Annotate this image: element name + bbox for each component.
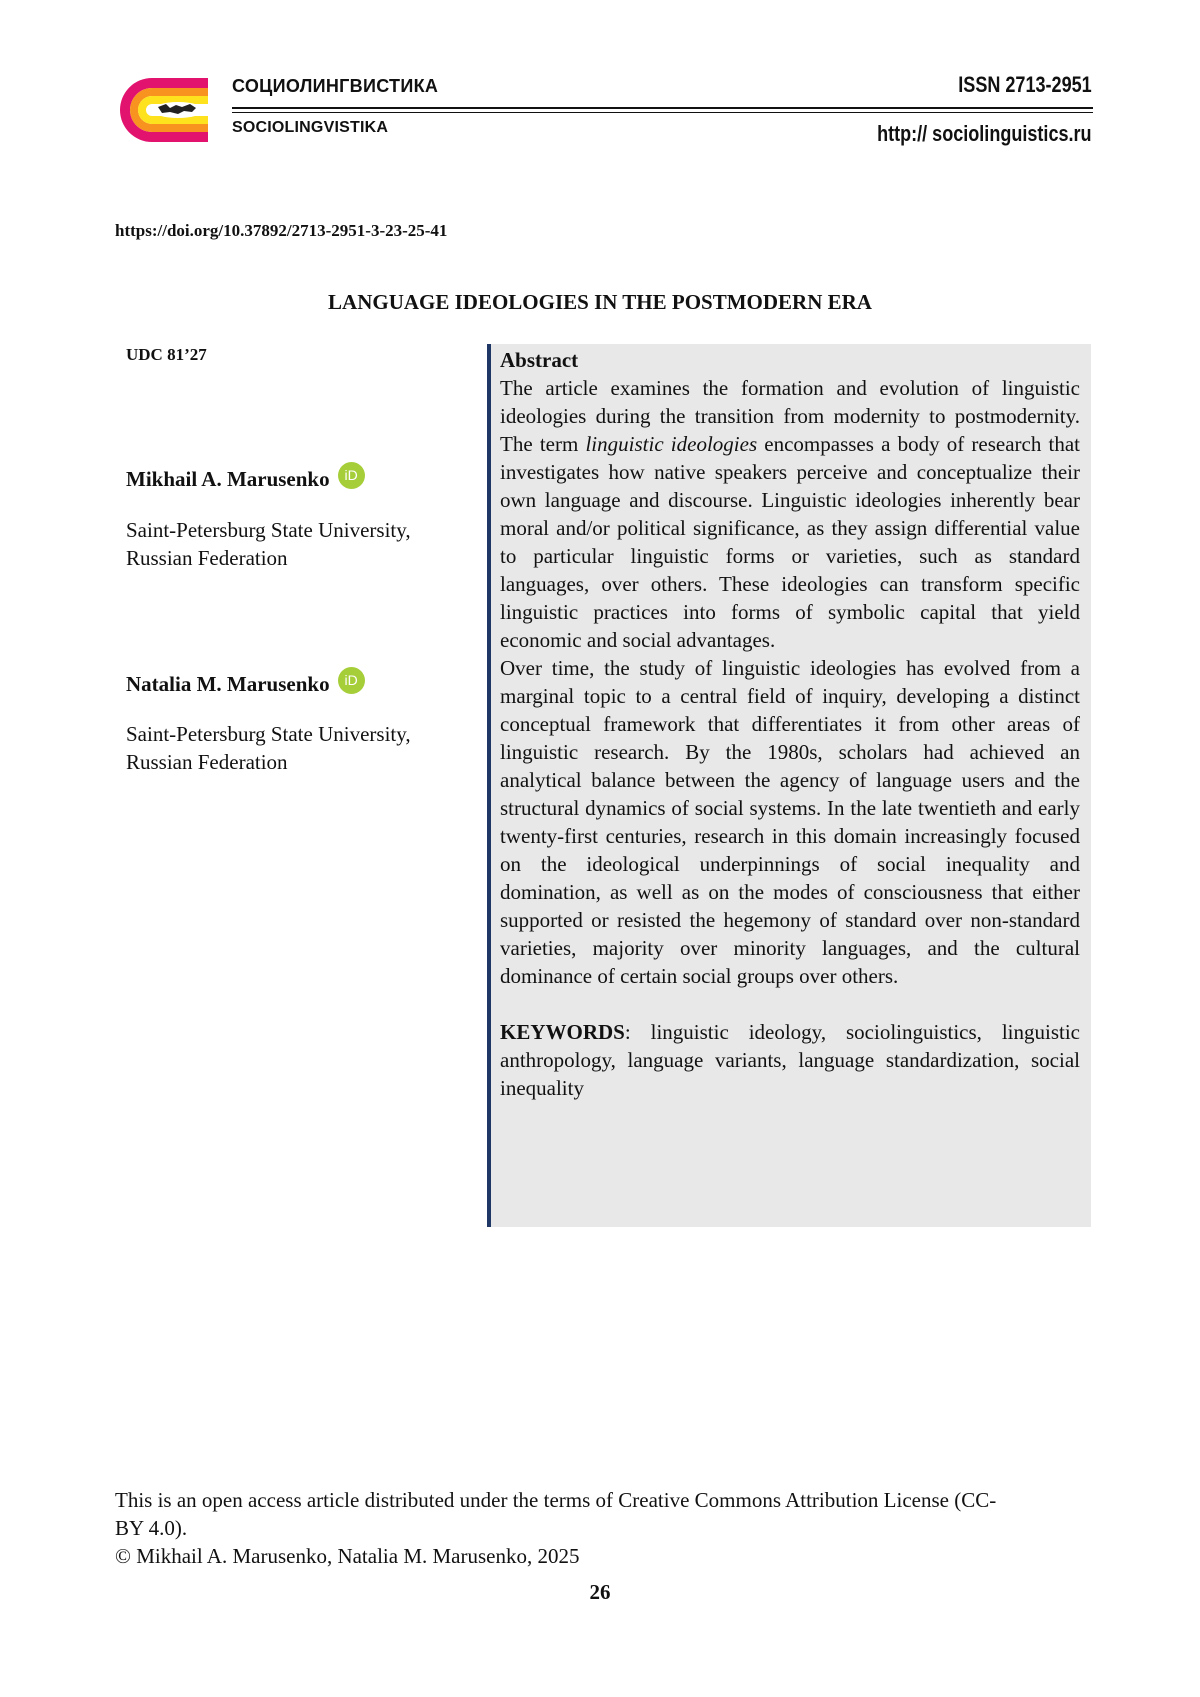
- author-affiliation: [126, 516, 411, 572]
- header-rule: [232, 107, 1093, 109]
- orcid-icon[interactable]: iD: [338, 667, 365, 694]
- author-name-text: Natalia M. Marusenko: [126, 672, 330, 696]
- author-affiliation: [126, 720, 411, 776]
- journal-name-en: SOCIOLINGVISTIKA: [232, 119, 389, 136]
- copyright-notice: © Mikhail A. Marusenko, Natalia M. Marusenko, 2025: [115, 1544, 580, 1568]
- author-name: [126, 462, 365, 492]
- abstract-paragraph: [500, 374, 1080, 654]
- abstract-paragraph: Over time, the study of linguistic ideologies has evolved from a marginal topic to a central field of inquiry, developing a distinct conceptual framework that differentiates it from other areas of linguistic research. By the 1980s, scholars had achieved an analytical balance between the agency of language users and the structural dynamics of social systems. In the late twentieth and early twenty-first centuries, research in this domain increasingly focused on the ideological underpinnings of social inequality and domination, as well as on the modes of consciousness that either supported or resisted the hegemony of standard over non-standard varieties, majority over minority languages, and the cultural dominance of certain social groups over others.: [500, 656, 1080, 988]
- author-name: [126, 667, 365, 697]
- journal-name-ru: СОЦИОЛИНГВИСТИКА: [232, 76, 439, 96]
- journal-url-link[interactable]: http:// sociolinguistics.ru: [877, 121, 1092, 146]
- keywords-text: : linguistic ideology, sociolinguistics, linguistic anthropology, language variants, language standardization, social inequality: [500, 1020, 1080, 1100]
- orcid-icon[interactable]: iD: [338, 462, 365, 489]
- abstract-text: The article examines the formation and evolution of linguistic ideologies during the transition from modernity to postmodernity. The term: [500, 376, 1080, 456]
- license-notice: This is an open access article distributed under the terms of Creative Commons Attribution License (CC-BY 4.0).: [115, 1488, 997, 1540]
- keywords: [500, 1018, 1080, 1102]
- author-name-text: Mikhail A. Marusenko: [126, 467, 330, 491]
- abstract-text: encompasses a body of research that investigates how native speakers perceive and conceptualize their own language and discourse. Linguistic ideologies inherently bear moral and/or political significance, as they assign differential value to particular linguistic forms or varieties, such as standard languages, over others. These ideologies can transform specific linguistic practices into forms of symbolic capital that yield economic and social advantages.: [500, 432, 1080, 652]
- affiliation-line: Saint-Petersburg State University,: [126, 722, 411, 746]
- abstract-content: [500, 346, 1080, 1102]
- abstract-term: linguistic ideologies: [585, 432, 758, 456]
- article-title: LANGUAGE IDEOLOGIES IN THE POSTMODERN ERA: [328, 290, 872, 314]
- affiliation-line: Saint-Petersburg State University,: [126, 518, 411, 542]
- journal-logo-icon: [112, 74, 212, 146]
- affiliation-line: Russian Federation: [126, 750, 288, 774]
- page-number: 26: [589, 1580, 611, 1604]
- keywords-label: KEYWORDS: [500, 1020, 625, 1044]
- issn: ISSN 2713-2951: [958, 72, 1092, 97]
- header-rule-thin: [232, 112, 1093, 113]
- doi-link[interactable]: https://doi.org/10.37892/2713-2951-3-23-25-41: [115, 221, 448, 240]
- udc-code: UDC 81’27: [126, 345, 207, 364]
- abstract-heading: Abstract: [500, 348, 579, 372]
- affiliation-line: Russian Federation: [126, 546, 288, 570]
